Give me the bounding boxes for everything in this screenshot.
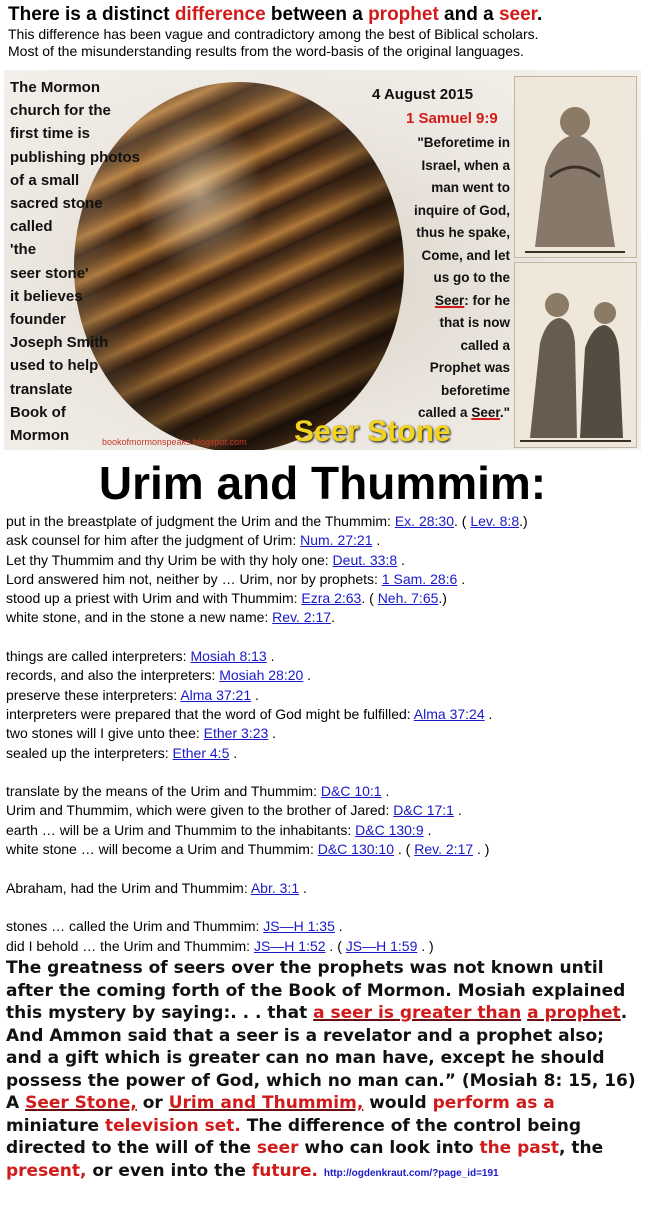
scripture-link[interactable]: Ex. 28:30	[394, 513, 454, 529]
reference-text: translate by the means of the Urim and Thummim:	[6, 783, 321, 800]
reference-line	[6, 512, 642, 531]
scripture-link[interactable]: Rev. 2:17	[414, 841, 474, 858]
scripture-link[interactable]: D&C 130:9	[355, 821, 424, 838]
scripture-link[interactable]: D&C 130:10	[317, 841, 395, 858]
blog-credit: bookofmormonspeaks.blogspot.com	[102, 437, 247, 447]
reference-text: things are called interpreters:	[6, 648, 191, 665]
reference-text: earth … will be a Urim and Thummim to the inhabitants:	[6, 821, 356, 838]
reference-punct: . (	[325, 937, 346, 954]
reference-punct: .	[266, 648, 275, 665]
reference-punct: . )	[473, 841, 490, 858]
quote-a-prophet: a prophet	[527, 1003, 621, 1023]
reference-line	[6, 821, 642, 840]
highlight-seer: seer	[498, 4, 538, 25]
reference-line	[6, 724, 642, 743]
reference-line	[6, 879, 642, 898]
highlight-seer-word: seer	[256, 1138, 299, 1158]
reference-punct: . (	[394, 841, 415, 858]
reference-punct: .	[457, 570, 466, 587]
reference-line	[6, 647, 642, 666]
reference-punct: .	[453, 802, 462, 819]
reference-line	[6, 551, 642, 570]
reference-gap	[6, 859, 642, 878]
scripture-link[interactable]: JS—H 1:35	[263, 918, 335, 935]
reference-punct: . (	[361, 590, 378, 607]
reference-line	[6, 782, 642, 801]
scripture-link[interactable]: Lev. 8:8	[470, 513, 520, 529]
reference-punct: . (	[453, 513, 471, 529]
seer-stone-label: Seer Stone	[294, 415, 451, 448]
scripture-link[interactable]: Deut. 33:8	[332, 551, 398, 568]
reference-line	[6, 666, 642, 685]
reference-text: preserve these interpreters:	[6, 686, 181, 703]
closing-paragraph	[6, 957, 641, 1185]
reference-punct: .	[397, 551, 405, 568]
reference-line	[6, 937, 642, 956]
reference-gap	[6, 628, 642, 647]
reference-punct: .	[423, 821, 432, 838]
reference-punct: .	[372, 532, 381, 549]
reference-text: interpreters were prepared that the word of God might be fulfilled:	[6, 705, 414, 722]
banner-date: 4 August 2015	[372, 86, 474, 103]
scripture-link[interactable]: D&C 17:1	[393, 802, 454, 819]
reference-punct: .	[303, 667, 312, 684]
reference-text: ask counsel for him after the judgment of Urim:	[6, 532, 301, 549]
scripture-link[interactable]: D&C 10:1	[320, 783, 382, 800]
reference-gap	[6, 898, 642, 917]
reference-line	[6, 531, 642, 550]
header	[0, 0, 645, 60]
scripture-link[interactable]: Ether 3:23	[203, 725, 269, 742]
highlight-present: present,	[6, 1160, 87, 1181]
highlight-urim-thummim: Urim and Thummim,	[168, 1093, 364, 1113]
reference-punct: .	[484, 705, 493, 722]
seer-stone-banner	[4, 70, 641, 450]
scripture-link[interactable]: Alma 37:21	[180, 686, 252, 703]
quote-seer-word-2: Seer	[471, 405, 500, 420]
verse-reference: 1 Samuel 9:9	[406, 110, 498, 127]
page-title: There is a distinct difference between a prophet and a seer.	[8, 4, 543, 25]
reference-line	[6, 686, 642, 705]
reference-text: Lord answered him not, neither by … Urim, nor by prophets:	[6, 570, 382, 587]
reference-punct: .	[299, 879, 307, 896]
section-title: Urim and Thummim:	[98, 457, 547, 509]
highlight-past: the past	[479, 1138, 560, 1158]
highlight-future: future.	[251, 1160, 318, 1181]
scripture-link[interactable]: JS—H 1:59	[345, 937, 418, 954]
reference-text: stones … called the Urim and Thummim:	[6, 918, 264, 935]
reference-text: Abraham, had the Urim and Thummim:	[6, 879, 251, 896]
reference-text: Urim and Thummim, which were given to the brother of Jared:	[6, 802, 394, 819]
reference-text: white stone, and in the stone a new name:	[6, 609, 273, 626]
reference-gap	[6, 763, 642, 782]
reference-line	[6, 840, 642, 859]
reference-text: put in the breastplate of judgment the Urim and the Thummim:	[6, 513, 395, 529]
reference-text: white stone … will become a Urim and Thummim:	[6, 841, 318, 858]
reference-punct: .	[229, 744, 238, 761]
source-link[interactable]: http://ogdenkraut.com/?page_id=191	[323, 1167, 499, 1179]
reference-list	[6, 512, 642, 956]
scripture-link[interactable]: Abr. 3:1	[250, 879, 300, 896]
engraving-angel-image	[514, 262, 637, 448]
reference-line	[6, 589, 642, 608]
scripture-link[interactable]: Alma 37:24	[413, 705, 485, 722]
verse-quote: "Beforetime in Israel, when a man went to inquire of God, thus he spake, Come, and let us go to the Seer: for he that is now called a Prophet was beforetime called a Seer."	[414, 135, 510, 420]
scripture-link[interactable]: Num. 27:21	[300, 532, 373, 549]
subtitle-line-1: This difference has been vague and contradictory among the best of Biblical scholars.	[8, 26, 539, 42]
reference-punct: .)	[438, 590, 447, 607]
angel-visit-drawing	[515, 263, 636, 447]
reference-text: sealed up the interpreters:	[6, 744, 173, 761]
reference-line	[6, 570, 642, 589]
seated-man-drawing	[515, 77, 636, 257]
paragraph-2: A Seer Stone, or Urim and Thummim, would perform as a miniature television set. The difference of the control being directed to the will of the seer who can look into the past, the present, or even into the future. http://ogdenkraut.com/?page_id=191	[6, 1093, 604, 1181]
quote-seer-word: Seer	[434, 292, 465, 308]
reference-punct: .	[334, 918, 343, 935]
reference-punct: .	[251, 686, 259, 703]
reference-text: stood up a priest with Urim and with Thummim:	[6, 590, 302, 607]
reference-punct: .	[381, 783, 390, 800]
reference-line	[6, 801, 642, 820]
reference-line	[6, 744, 642, 763]
quote-seer-greater: a seer is greater than	[313, 1003, 522, 1023]
scripture-link[interactable]: Mosiah 8:13	[190, 648, 267, 665]
scripture-link[interactable]: Mosiah 28:20	[219, 667, 304, 684]
highlight-television: television set.	[105, 1115, 241, 1136]
subtitle-line-2: Most of the misunderstanding results from the word-basis of the original languages.	[8, 43, 524, 59]
engraving-seated-man-image	[514, 76, 637, 258]
highlight-prophet: prophet	[368, 4, 439, 25]
paragraph-1: The greatness of seers over the prophets was not known until after the coming forth of the Book of Mormon. Mosiah explained this mystery by saying:. . . that a seer is greater than a prophet. And Ammon said that a seer is a revelator and a prophet also; and a gift which is greater can no man have, except he should possess the power of God, which no man can.” (Mosiah 8: 15, 16)	[6, 958, 636, 1091]
reference-text: records, and also the interpreters:	[6, 667, 220, 684]
reference-punct: .	[268, 725, 277, 742]
reference-text: Let thy Thummim and thy Urim be with thy holy one:	[6, 551, 333, 568]
reference-text: two stones will I give unto thee:	[6, 725, 204, 742]
highlight-perform: perform as a	[432, 1093, 555, 1113]
reference-line	[6, 705, 642, 724]
reference-line	[6, 608, 642, 627]
reference-punct: .)	[519, 513, 528, 529]
highlight-seer-stone: Seer Stone,	[25, 1093, 137, 1113]
scripture-link[interactable]: 1 Sam. 28:6	[381, 570, 458, 587]
scripture-link[interactable]: Ezra 2:63	[301, 590, 362, 607]
scripture-link[interactable]: Rev. 2:17	[272, 609, 332, 626]
scripture-link[interactable]: Neh. 7:65	[377, 590, 439, 607]
scripture-link[interactable]: Ether 4:5	[172, 744, 230, 761]
reference-punct: . )	[417, 937, 434, 954]
reference-line	[6, 917, 642, 936]
reference-punct: .	[331, 609, 335, 626]
highlight-difference: difference	[174, 4, 266, 25]
reference-text: did I behold … the Urim and Thummim:	[6, 937, 254, 954]
scripture-link[interactable]: JS—H 1:52	[253, 937, 326, 954]
banner-left-caption: The Mormon church for the first time is publishing photos of a small sacred stone called 'the seer stone' it believes founder Joseph Smith used to help translate Book of Mormon	[10, 79, 140, 445]
